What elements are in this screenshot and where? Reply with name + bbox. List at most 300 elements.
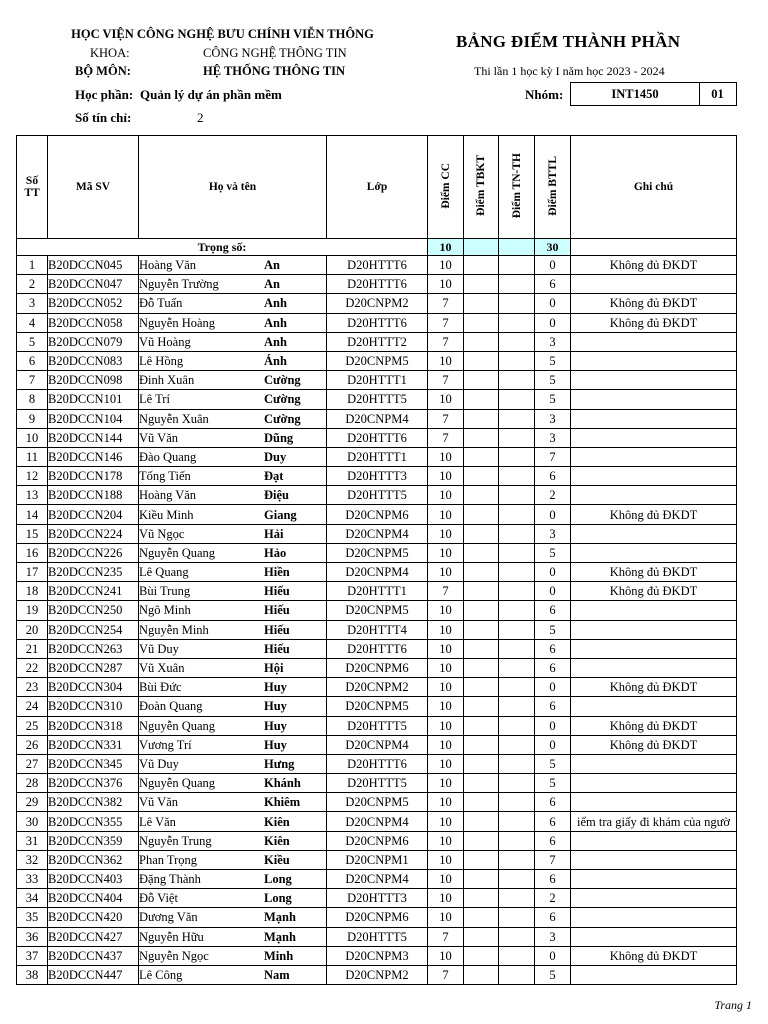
cell-cc: 10: [428, 524, 464, 543]
cell-cc: 10: [428, 716, 464, 735]
cell-cc: 10: [428, 447, 464, 466]
cell-ten: Hiền: [264, 565, 290, 580]
khoa-label: KHOA:: [90, 46, 130, 60]
cell-ten: Cường: [264, 411, 301, 426]
cell-lop: D20HTTT2: [327, 332, 428, 351]
cell-ghichu: [571, 601, 737, 620]
cell-lop: D20CNPM4: [327, 563, 428, 582]
cell-stt: 6: [17, 351, 48, 370]
cell-ten: Mạnh: [264, 910, 296, 925]
cell-masv: B20DCCN178: [48, 467, 139, 486]
weight-cc: 10: [428, 239, 464, 256]
cell-bttl: 5: [535, 351, 571, 370]
cell-hoten: [139, 620, 327, 639]
cell-tbkt: [464, 754, 499, 773]
table-row: [17, 313, 737, 332]
cell-hoten: [139, 371, 327, 390]
cell-bttl: 3: [535, 524, 571, 543]
cell-ten: Anh: [264, 334, 287, 349]
cell-ghichu: [571, 447, 737, 466]
cell-ho: Hoàng Văn: [139, 488, 197, 503]
cell-tbkt: [464, 639, 499, 658]
cell-tbkt: [464, 658, 499, 677]
cell-bttl: 0: [535, 256, 571, 275]
cell-bttl: 5: [535, 543, 571, 562]
cell-ho: Nguyễn Quang: [139, 776, 216, 791]
cell-ten: Long: [264, 872, 292, 887]
cell-cc: 7: [428, 409, 464, 428]
cell-ghichu: [571, 371, 737, 390]
cell-ten: Minh: [264, 948, 294, 963]
cell-hoten: [139, 908, 327, 927]
cell-lop: D20HTTT6: [327, 428, 428, 447]
cell-lop: D20CNPM2: [327, 678, 428, 697]
cell-ghichu: [571, 620, 737, 639]
cell-ghichu: [571, 524, 737, 543]
cell-cc: 10: [428, 908, 464, 927]
cell-ghichu: [571, 965, 737, 984]
cell-tbkt: [464, 850, 499, 869]
cell-hoten: [139, 409, 327, 428]
cell-tbkt: [464, 965, 499, 984]
cell-masv: B20DCCN188: [48, 486, 139, 505]
cell-bttl: 7: [535, 850, 571, 869]
table-row: [17, 294, 737, 313]
cell-stt: 12: [17, 467, 48, 486]
cell-lop: D20CNPM5: [327, 793, 428, 812]
cell-ghichu: [571, 639, 737, 658]
table-row: [17, 275, 737, 294]
cell-lop: D20CNPM2: [327, 294, 428, 313]
grade-table: [16, 135, 737, 985]
cell-tbkt: [464, 831, 499, 850]
cell-tnth: [499, 850, 535, 869]
nhom-box: [570, 82, 737, 106]
cell-stt: 18: [17, 582, 48, 601]
cell-lop: D20CNPM4: [327, 409, 428, 428]
cell-masv: B20DCCN058: [48, 313, 139, 332]
cell-hoten: [139, 850, 327, 869]
cell-ho: Nguyễn Quang: [139, 545, 216, 560]
cell-ghichu: [571, 275, 737, 294]
cell-tbkt: [464, 774, 499, 793]
cell-hoten: [139, 543, 327, 562]
weight-tbkt: [464, 239, 499, 256]
cell-stt: 29: [17, 793, 48, 812]
cell-ten: Nam: [264, 968, 290, 983]
cell-ho: Lê Công: [139, 968, 183, 983]
table-row: [17, 486, 737, 505]
cell-hoten: [139, 294, 327, 313]
table-row: [17, 908, 737, 927]
cell-ho: Nguyễn Trường: [139, 277, 219, 292]
cell-cc: 10: [428, 831, 464, 850]
cell-tbkt: [464, 812, 499, 831]
cell-tbkt: [464, 486, 499, 505]
cell-ho: Dương Văn: [139, 910, 198, 925]
cell-ten: Kiên: [264, 833, 290, 848]
cell-ghichu: [571, 793, 737, 812]
cell-cc: 10: [428, 889, 464, 908]
cell-ho: Lê Trí: [139, 392, 170, 407]
cell-bttl: 0: [535, 563, 571, 582]
nhom-label: Nhóm:: [525, 87, 564, 102]
cell-bttl: 6: [535, 639, 571, 658]
cell-bttl: 6: [535, 908, 571, 927]
cell-cc: 10: [428, 351, 464, 370]
cell-ghichu: Không đủ ĐKDT: [571, 313, 737, 332]
table-row: [17, 697, 737, 716]
cell-masv: B20DCCN204: [48, 505, 139, 524]
cell-ten: Hảo: [264, 545, 287, 560]
cell-ten: Dũng: [264, 430, 294, 445]
cell-hoten: [139, 332, 327, 351]
cell-ho: Vũ Văn: [139, 795, 179, 810]
table-row: [17, 678, 737, 697]
cell-tnth: [499, 678, 535, 697]
cell-bttl: 3: [535, 428, 571, 447]
col-bttl: Điểm BTTL: [535, 136, 571, 239]
table-body: [17, 256, 737, 985]
cell-tbkt: [464, 716, 499, 735]
cell-ghichu: [571, 332, 737, 351]
cell-hoten: [139, 697, 327, 716]
cell-stt: 24: [17, 697, 48, 716]
cell-hoten: [139, 256, 327, 275]
cell-lop: D20HTTT6: [327, 275, 428, 294]
cell-cc: 7: [428, 332, 464, 351]
cell-lop: D20CNPM5: [327, 543, 428, 562]
cell-lop: D20CNPM6: [327, 658, 428, 677]
cell-ho: Vũ Văn: [139, 430, 179, 445]
cell-bttl: 0: [535, 582, 571, 601]
cell-bttl: 5: [535, 620, 571, 639]
cell-bttl: 6: [535, 870, 571, 889]
cell-ho: Vũ Duy: [139, 756, 179, 771]
cell-tnth: [499, 582, 535, 601]
cell-tbkt: [464, 870, 499, 889]
cell-ho: Bùi Trung: [139, 584, 191, 599]
cell-stt: 8: [17, 390, 48, 409]
cell-stt: 36: [17, 927, 48, 946]
cell-masv: B20DCCN146: [48, 447, 139, 466]
table-row: [17, 831, 737, 850]
cell-lop: D20HTTT6: [327, 639, 428, 658]
cell-ghichu: [571, 831, 737, 850]
cell-stt: 7: [17, 371, 48, 390]
cell-cc: 10: [428, 390, 464, 409]
cell-ho: Bùi Đức: [139, 680, 182, 695]
cell-masv: B20DCCN404: [48, 889, 139, 908]
cell-tnth: [499, 486, 535, 505]
cell-tbkt: [464, 409, 499, 428]
cell-ten: An: [264, 258, 280, 273]
cell-tbkt: [464, 294, 499, 313]
cell-tnth: [499, 563, 535, 582]
cell-stt: 23: [17, 678, 48, 697]
weight-bttl: 30: [535, 239, 571, 256]
cell-stt: 32: [17, 850, 48, 869]
cell-masv: B20DCCN382: [48, 793, 139, 812]
cell-hoten: [139, 927, 327, 946]
table-row: [17, 620, 737, 639]
cell-masv: B20DCCN079: [48, 332, 139, 351]
cell-hoten: [139, 563, 327, 582]
cell-tbkt: [464, 371, 499, 390]
cell-ghichu: Không đủ ĐKDT: [571, 256, 737, 275]
cell-tbkt: [464, 735, 499, 754]
cell-lop: D20HTTT1: [327, 447, 428, 466]
cell-bttl: 3: [535, 332, 571, 351]
cell-stt: 15: [17, 524, 48, 543]
exam-info: Thi lần 1 học kỳ I năm học 2023 - 2024: [474, 64, 665, 78]
cell-ten: Duy: [264, 449, 287, 464]
table-row: [17, 735, 737, 754]
cell-bttl: 5: [535, 965, 571, 984]
cell-lop: D20HTTT5: [327, 486, 428, 505]
cell-stt: 20: [17, 620, 48, 639]
cell-masv: B20DCCN226: [48, 543, 139, 562]
cell-ho: Nguyễn Ngọc: [139, 948, 209, 963]
cell-lop: D20HTTT5: [327, 774, 428, 793]
cell-ho: Đỗ Việt: [139, 891, 178, 906]
cell-ghichu: [571, 870, 737, 889]
cell-tbkt: [464, 678, 499, 697]
cell-ten: Hội: [264, 661, 284, 676]
cell-bttl: 6: [535, 658, 571, 677]
table-row: [17, 754, 737, 773]
cell-stt: 11: [17, 447, 48, 466]
cell-lop: D20HTTT1: [327, 582, 428, 601]
cell-masv: B20DCCN250: [48, 601, 139, 620]
cell-bttl: 5: [535, 774, 571, 793]
cell-ten: Kiều: [264, 852, 290, 867]
table-row: [17, 256, 737, 275]
cell-stt: 27: [17, 754, 48, 773]
cell-hoten: [139, 870, 327, 889]
cell-tnth: [499, 351, 535, 370]
cell-cc: 10: [428, 505, 464, 524]
weight-row: [17, 239, 737, 256]
cell-ho: Nguyễn Trung: [139, 833, 212, 848]
col-ghichu: Ghi chú: [571, 136, 737, 239]
table-row: [17, 716, 737, 735]
table-header-row: [17, 136, 737, 239]
cell-stt: 28: [17, 774, 48, 793]
cell-cc: 10: [428, 639, 464, 658]
cell-hoten: [139, 831, 327, 850]
cell-masv: B20DCCN263: [48, 639, 139, 658]
institution-name: HỌC VIỆN CÔNG NGHỆ BƯU CHÍNH VIỄN THÔNG: [71, 27, 374, 41]
page-number: Trang 1: [714, 998, 752, 1012]
cell-ten: Huy: [264, 699, 287, 714]
cell-tnth: [499, 965, 535, 984]
hocphan-value: Quản lý dự án phần mềm: [140, 87, 282, 102]
cell-hoten: [139, 505, 327, 524]
cell-stt: 26: [17, 735, 48, 754]
cell-masv: B20DCCN254: [48, 620, 139, 639]
cell-masv: B20DCCN359: [48, 831, 139, 850]
cell-hoten: [139, 658, 327, 677]
table-row: [17, 946, 737, 965]
cell-ho: Nguyễn Minh: [139, 622, 209, 637]
cell-masv: B20DCCN437: [48, 946, 139, 965]
cell-ghichu: Không đủ ĐKDT: [571, 294, 737, 313]
cell-tbkt: [464, 563, 499, 582]
cell-ten: Cường: [264, 373, 301, 388]
document-title: BẢNG ĐIỂM THÀNH PHẦN: [456, 32, 681, 51]
cell-hoten: [139, 275, 327, 294]
table-row: [17, 332, 737, 351]
cell-lop: D20HTTT5: [327, 927, 428, 946]
cell-tnth: [499, 754, 535, 773]
cell-hoten: [139, 582, 327, 601]
cell-stt: 13: [17, 486, 48, 505]
cell-ho: Kiều Minh: [139, 507, 194, 522]
cell-bttl: 0: [535, 946, 571, 965]
cell-tnth: [499, 812, 535, 831]
cell-lop: D20CNPM4: [327, 735, 428, 754]
cell-tbkt: [464, 313, 499, 332]
cell-bttl: 0: [535, 678, 571, 697]
cell-ten: Kiên: [264, 814, 290, 829]
cell-hoten: [139, 639, 327, 658]
cell-tbkt: [464, 505, 499, 524]
cell-lop: D20CNPM3: [327, 946, 428, 965]
table-row: [17, 793, 737, 812]
cell-cc: 10: [428, 658, 464, 677]
cell-tnth: [499, 294, 535, 313]
cell-masv: B20DCCN144: [48, 428, 139, 447]
sotinchi-label: Số tín chỉ:: [75, 110, 132, 125]
table-row: [17, 371, 737, 390]
cell-cc: 10: [428, 563, 464, 582]
cell-ho: Vũ Hoàng: [139, 334, 191, 349]
cell-tnth: [499, 409, 535, 428]
cell-ghichu: Không đủ ĐKDT: [571, 678, 737, 697]
cell-ghichu: Không đủ ĐKDT: [571, 505, 737, 524]
cell-lop: D20CNPM5: [327, 601, 428, 620]
cell-hoten: [139, 774, 327, 793]
cell-stt: 14: [17, 505, 48, 524]
cell-masv: B20DCCN235: [48, 563, 139, 582]
cell-cc: 10: [428, 467, 464, 486]
cell-ho: Nguyễn Quang: [139, 718, 216, 733]
table-row: [17, 390, 737, 409]
table-row: [17, 543, 737, 562]
cell-tbkt: [464, 390, 499, 409]
cell-ho: Ngô Minh: [139, 603, 191, 618]
cell-ten: Hải: [264, 526, 284, 541]
table-row: [17, 812, 737, 831]
cell-tnth: [499, 447, 535, 466]
cell-tnth: [499, 505, 535, 524]
cell-ho: Đoàn Quang: [139, 699, 203, 714]
cell-hoten: [139, 486, 327, 505]
cell-bttl: 0: [535, 505, 571, 524]
cell-ghichu: [571, 409, 737, 428]
cell-cc: 10: [428, 946, 464, 965]
cell-stt: 4: [17, 313, 48, 332]
cell-ten: Huy: [264, 680, 287, 695]
cell-lop: D20CNPM5: [327, 351, 428, 370]
cell-cc: 10: [428, 735, 464, 754]
cell-stt: 10: [17, 428, 48, 447]
cell-tnth: [499, 927, 535, 946]
cell-tnth: [499, 831, 535, 850]
cell-ho: Hoàng Văn: [139, 258, 197, 273]
cell-masv: B20DCCN083: [48, 351, 139, 370]
cell-hoten: [139, 601, 327, 620]
cell-ten: Khánh: [264, 776, 301, 791]
cell-bttl: 0: [535, 294, 571, 313]
cell-tnth: [499, 658, 535, 677]
cell-cc: 10: [428, 697, 464, 716]
cell-ten: Anh: [264, 315, 287, 330]
cell-lop: D20HTTT6: [327, 256, 428, 275]
cell-ghichu: Không đủ ĐKDT: [571, 735, 737, 754]
cell-tnth: [499, 735, 535, 754]
cell-tbkt: [464, 524, 499, 543]
cell-ghichu: [571, 486, 737, 505]
cell-ten: Anh: [264, 296, 287, 311]
cell-tnth: [499, 946, 535, 965]
table-row: [17, 582, 737, 601]
cell-cc: 10: [428, 850, 464, 869]
cell-ho: Nguyễn Hoàng: [139, 315, 216, 330]
cell-tnth: [499, 697, 535, 716]
cell-cc: 7: [428, 582, 464, 601]
cell-bttl: 0: [535, 716, 571, 735]
cell-ghichu: Không đủ ĐKDT: [571, 946, 737, 965]
table-row: [17, 505, 737, 524]
cell-tnth: [499, 313, 535, 332]
cell-tnth: [499, 639, 535, 658]
cell-hoten: [139, 678, 327, 697]
cell-ghichu: Không đủ ĐKDT: [571, 563, 737, 582]
cell-cc: 10: [428, 256, 464, 275]
cell-ten: Ánh: [264, 354, 287, 369]
cell-ghichu: [571, 658, 737, 677]
cell-lop: D20CNPM4: [327, 812, 428, 831]
col-cc: Điểm CC: [428, 136, 464, 239]
cell-stt: 30: [17, 812, 48, 831]
cell-hoten: [139, 812, 327, 831]
cell-ten: Hưng: [264, 756, 295, 771]
cell-tnth: [499, 793, 535, 812]
cell-hoten: [139, 889, 327, 908]
cell-stt: 2: [17, 275, 48, 294]
cell-ghichu: [571, 889, 737, 908]
cell-cc: 10: [428, 486, 464, 505]
cell-stt: 37: [17, 946, 48, 965]
cell-ghichu: [571, 467, 737, 486]
cell-ghichu: [571, 774, 737, 793]
cell-tnth: [499, 524, 535, 543]
cell-lop: D20HTTT5: [327, 716, 428, 735]
cell-tnth: [499, 467, 535, 486]
table-row: [17, 850, 737, 869]
cell-masv: B20DCCN224: [48, 524, 139, 543]
cell-cc: 10: [428, 870, 464, 889]
cell-ho: Đinh Xuân: [139, 373, 195, 388]
cell-ghichu: [571, 908, 737, 927]
table-row: [17, 447, 737, 466]
cell-bttl: 5: [535, 371, 571, 390]
table-row: [17, 658, 737, 677]
cell-lop: D20CNPM6: [327, 505, 428, 524]
cell-cc: 7: [428, 965, 464, 984]
